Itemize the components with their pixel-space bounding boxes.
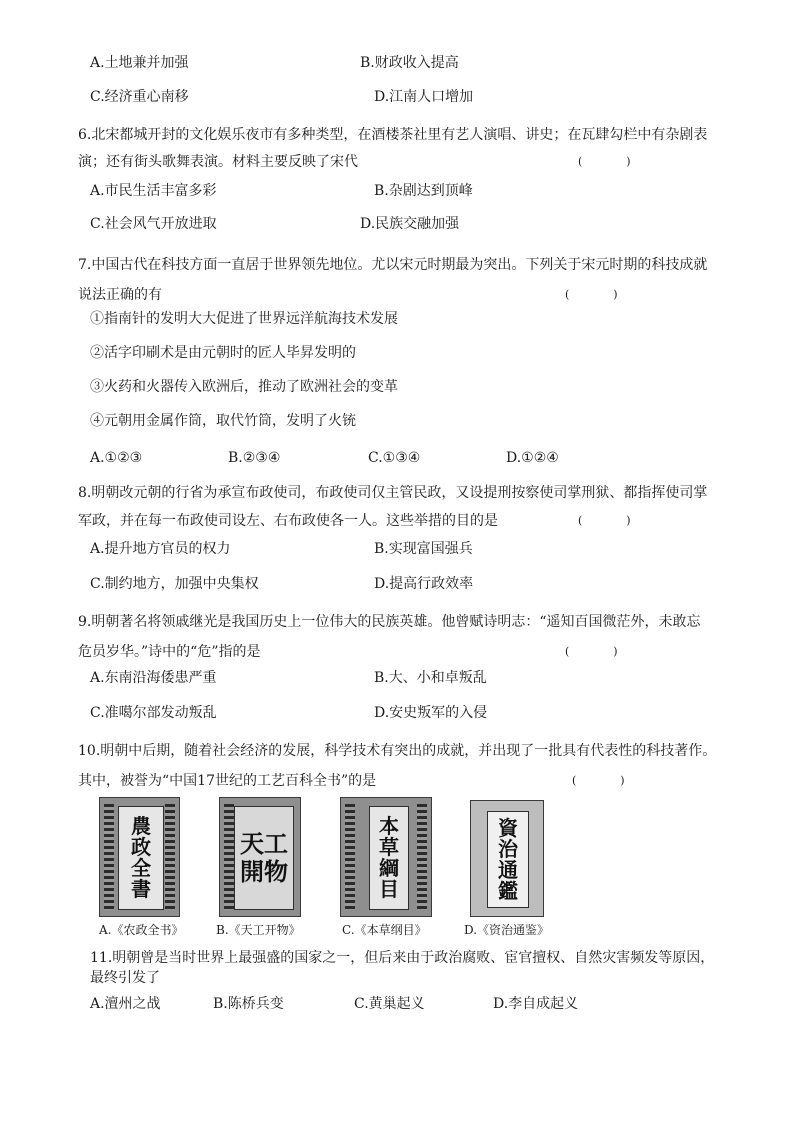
q7-statement-1: ①指南针的发明大大促进了世界远洋航海技术发展 — [90, 311, 398, 327]
book-cover-bencao-gangmu — [340, 797, 432, 917]
q10-stem-line2: 其中，被誉为“中国17世纪的工艺百科全书”的是 — [78, 773, 377, 789]
q10-answer-blank: ( ) — [572, 774, 625, 787]
q8-option-a: A.提升地方官员的权力 — [90, 541, 231, 557]
book-cover-zizhi-tongjian — [470, 800, 544, 917]
book-cover-title-d: 資治通鑑 — [498, 815, 518, 903]
q7-statement-4: ④元朝用金属作筒，取代竹筒，发明了火铳 — [90, 413, 356, 429]
q5-option-d: D.江南人口增加 — [374, 89, 474, 105]
q5-option-c: C.经济重心南移 — [90, 89, 189, 105]
q11-option-d: D.李自成起义 — [493, 996, 579, 1012]
q8-stem-line2: 军政，并在每一布政使司设左、右布政使各一人。这些举措的目的是 — [78, 513, 498, 529]
q6-answer-blank: ( ) — [578, 155, 631, 168]
q9-answer-blank: ( ) — [565, 645, 618, 658]
q7-option-c: C.①③④ — [368, 450, 421, 466]
book-caption-c: C.《本草纲目》 — [342, 923, 427, 937]
book-cover-title-b: 天工開物 — [240, 829, 288, 886]
q8-stem-line1: 8.明朝改元朝的行省为承宣布政使司，布政使司仅主管民政，又设提刑按察使司掌刑狱、都指挥使司掌 — [78, 485, 708, 501]
q8-option-b: B.实现富国强兵 — [374, 541, 473, 557]
q11-stem-line2: 最终引发了 — [90, 970, 160, 986]
q11-stem-line1: 11.明朝曾是当时世界上最强盛的国家之一，但后来由于政治腐败、宦官擅权、自然灾害频发等原因， — [90, 950, 715, 966]
q6-stem-line2: 演；还有街头歌舞表演。材料主要反映了宋代 — [78, 154, 358, 170]
book-cover-nongzheng-quanshu — [99, 797, 180, 917]
book-caption-b: B.《天工开物》 — [216, 923, 301, 937]
q6-stem-line1: 6.北宋都城开封的文化娱乐夜市有多种类型，在酒楼茶社里有艺人演唱、讲史；在瓦肆勾栏中有杂剧表 — [78, 127, 708, 143]
q7-option-b: B.②③④ — [228, 450, 281, 466]
q5-option-b: B.财政收入提高 — [360, 55, 459, 71]
q8-answer-blank: ( ) — [578, 514, 631, 527]
q6-option-b: B.杂剧达到顶峰 — [374, 183, 473, 199]
q9-stem-line1: 9.明朝著名将领戚继光是我国历史上一位伟大的民族英雄。他曾赋诗明志：“遥知百国微茫外，未敢忘 — [78, 614, 701, 630]
q6-option-c: C.社会风气开放进取 — [90, 216, 217, 232]
q7-option-d: D.①②④ — [506, 450, 559, 466]
q9-option-b: B.大、小和卓叛乱 — [374, 670, 487, 686]
book-cover-tiangong-kaiwu — [219, 797, 301, 917]
q9-option-d: D.安史叛军的入侵 — [374, 705, 488, 721]
book-cover-title-c: 本草綱目 — [379, 814, 399, 901]
q8-option-c: C.制约地方，加强中央集权 — [90, 576, 259, 592]
book-caption-d: D.《资治通鉴》 — [464, 923, 550, 937]
q9-option-c: C.准噶尔部发动叛乱 — [90, 705, 217, 721]
q11-option-a: A.澶州之战 — [90, 996, 161, 1012]
q7-option-a: A.①②③ — [90, 450, 143, 466]
q6-option-d: D.民族交融加强 — [360, 216, 460, 232]
q7-stem-line2: 说法正确的有 — [78, 287, 162, 303]
book-cover-title-a: 農政全書 — [131, 814, 151, 901]
q9-option-a: A.东南沿海倭患严重 — [90, 670, 217, 686]
q11-option-c: C.黄巢起义 — [354, 996, 425, 1012]
q7-stem-line1: 7.中国古代在科技方面一直居于世界领先地位。尤以宋元时期最为突出。下列关于宋元时期的科技成就 — [78, 257, 708, 273]
q7-statement-2: ②活字印刷术是由元朝时的匠人毕昇发明的 — [90, 345, 356, 361]
q10-stem-line1: 10.明朝中后期，随着社会经济的发展，科学技术有突出的成就，并出现了一批具有代表性的科技著作。 — [78, 743, 717, 759]
book-caption-a: A.《农政全书》 — [99, 923, 184, 937]
q5-option-a: A.土地兼并加强 — [90, 55, 189, 71]
q7-statement-3: ③火药和火器传入欧洲后，推动了欧洲社会的变革 — [90, 379, 398, 395]
q9-stem-line2: 危员岁华。”诗中的“危”指的是 — [78, 644, 261, 660]
q11-option-b: B.陈桥兵变 — [213, 996, 284, 1012]
q8-option-d: D.提高行政效率 — [374, 576, 474, 592]
q7-answer-blank: ( ) — [565, 288, 618, 301]
q6-option-a: A.市民生活丰富多彩 — [90, 183, 217, 199]
